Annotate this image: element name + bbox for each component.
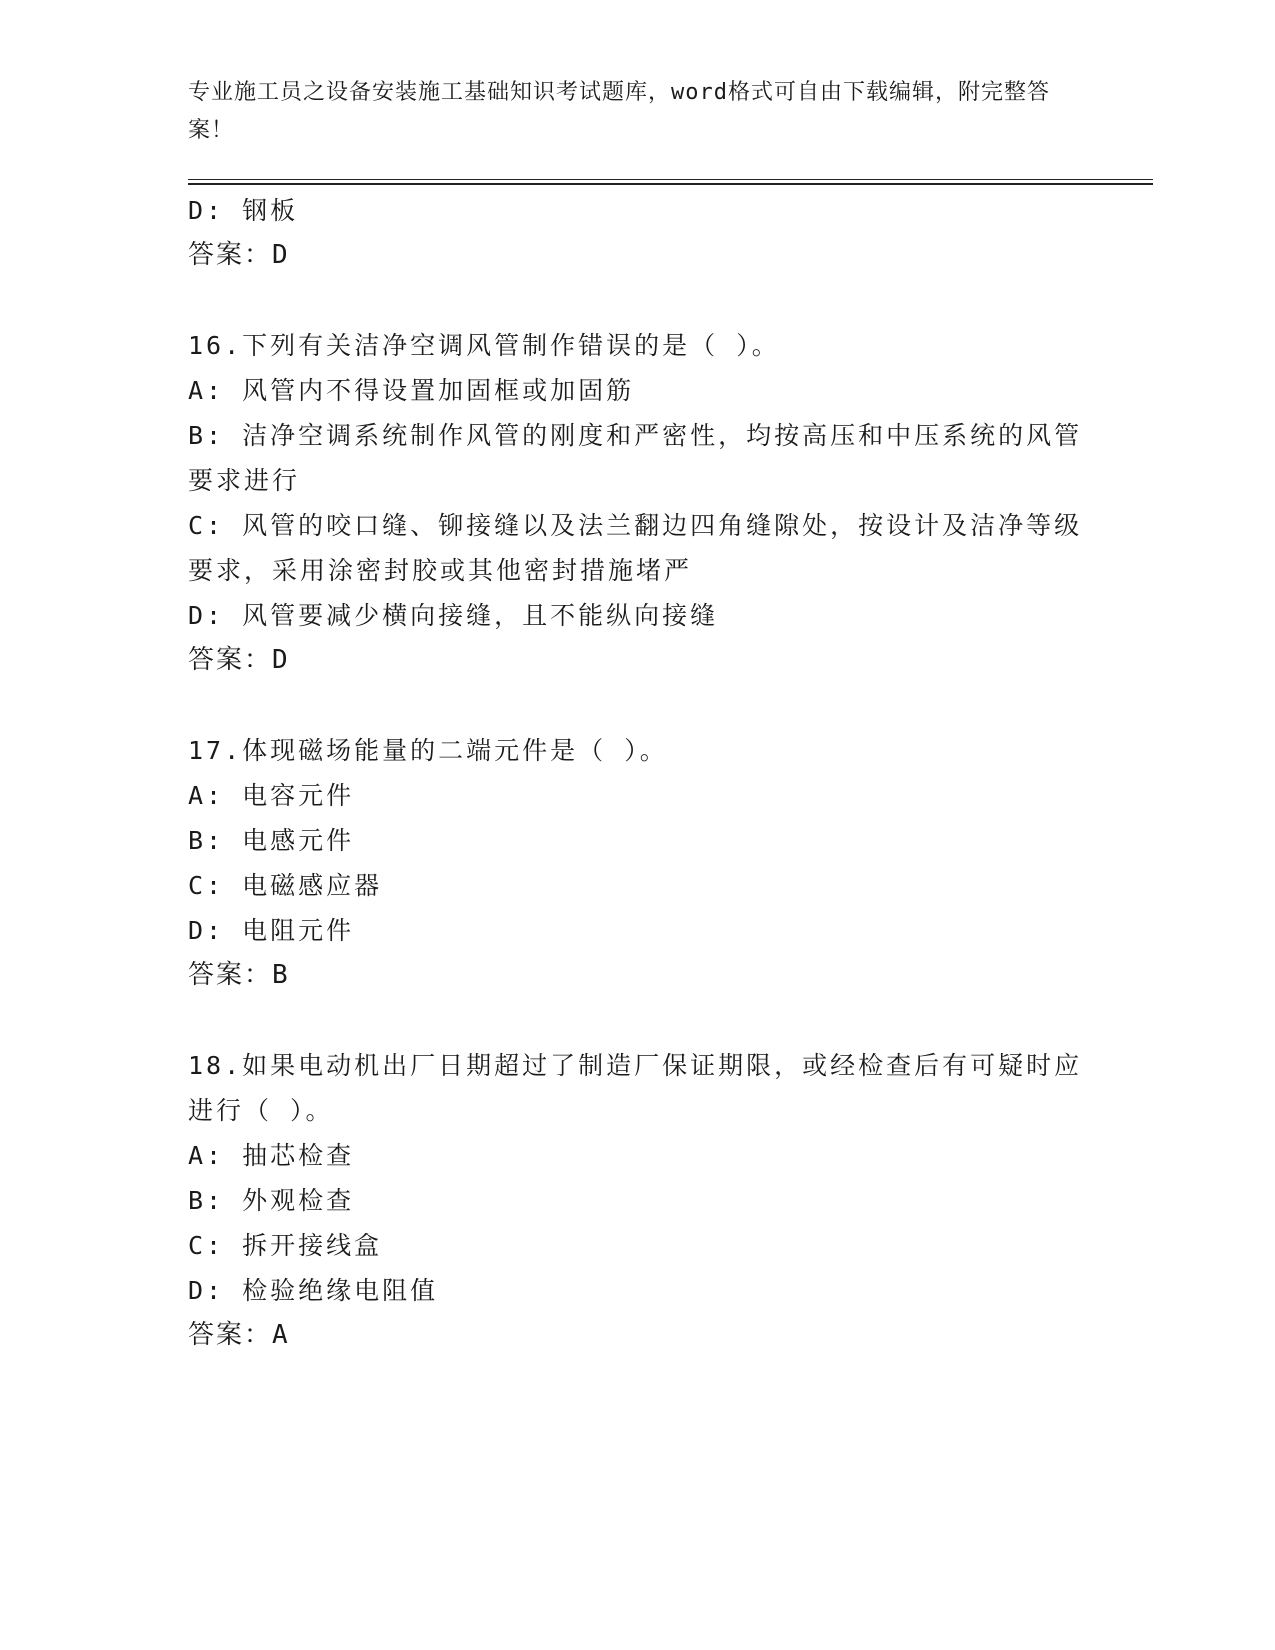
question-16 [188, 323, 1088, 683]
option-b: B: 电感元件 [188, 826, 355, 855]
question-18 [188, 1043, 1088, 1358]
header-divider-thin [188, 179, 1153, 180]
question-text: 18.如果电动机出厂日期超过了制造厂保证期限，或经检查后有可疑时应进行（ ）。 [188, 1051, 1083, 1125]
option-b: B: 外观检查 [188, 1186, 355, 1215]
header-divider-thick [188, 183, 1153, 185]
question-text: 16.下列有关洁净空调风管制作错误的是（ ）。 [188, 331, 780, 360]
option-a: A: 风管内不得设置加固框或加固筋 [188, 376, 635, 405]
option-a: A: 电容元件 [188, 781, 355, 810]
question-17 [188, 728, 1088, 998]
option-d: D: 检验绝缘电阻值 [188, 1276, 439, 1305]
question-text: 17.体现磁场能量的二端元件是（ ）。 [188, 736, 668, 765]
option-c: C: 拆开接线盒 [188, 1231, 383, 1260]
option-d: D: 风管要减少横向接缝，且不能纵向接缝 [188, 601, 719, 630]
spacer [188, 278, 1088, 323]
option-d: D: 电阻元件 [188, 916, 355, 945]
spacer [188, 998, 1088, 1043]
option-d: D: 钢板 [188, 196, 299, 225]
spacer [188, 683, 1088, 728]
answer: 答案：B [188, 960, 290, 990]
answer: 答案：A [188, 1320, 290, 1350]
answer: 答案：D [188, 645, 290, 675]
option-c: C: 风管的咬口缝、铆接缝以及法兰翻边四角缝隙处，按设计及洁净等级要求，采用涂密封胶或其他密封措施堵严 [188, 511, 1083, 585]
answer: 答案：D [188, 240, 290, 270]
option-c: C: 电磁感应器 [188, 871, 383, 900]
question-list [188, 188, 1088, 1358]
page-header: 专业施工员之设备安装施工基础知识考试题库，word格式可自由下载编辑，附完整答案！ [188, 80, 1050, 143]
option-b: B: 洁净空调系统制作风管的刚度和严密性，均按高压和中压系统的风管要求进行 [188, 421, 1083, 495]
option-a: A: 抽芯检查 [188, 1141, 355, 1170]
